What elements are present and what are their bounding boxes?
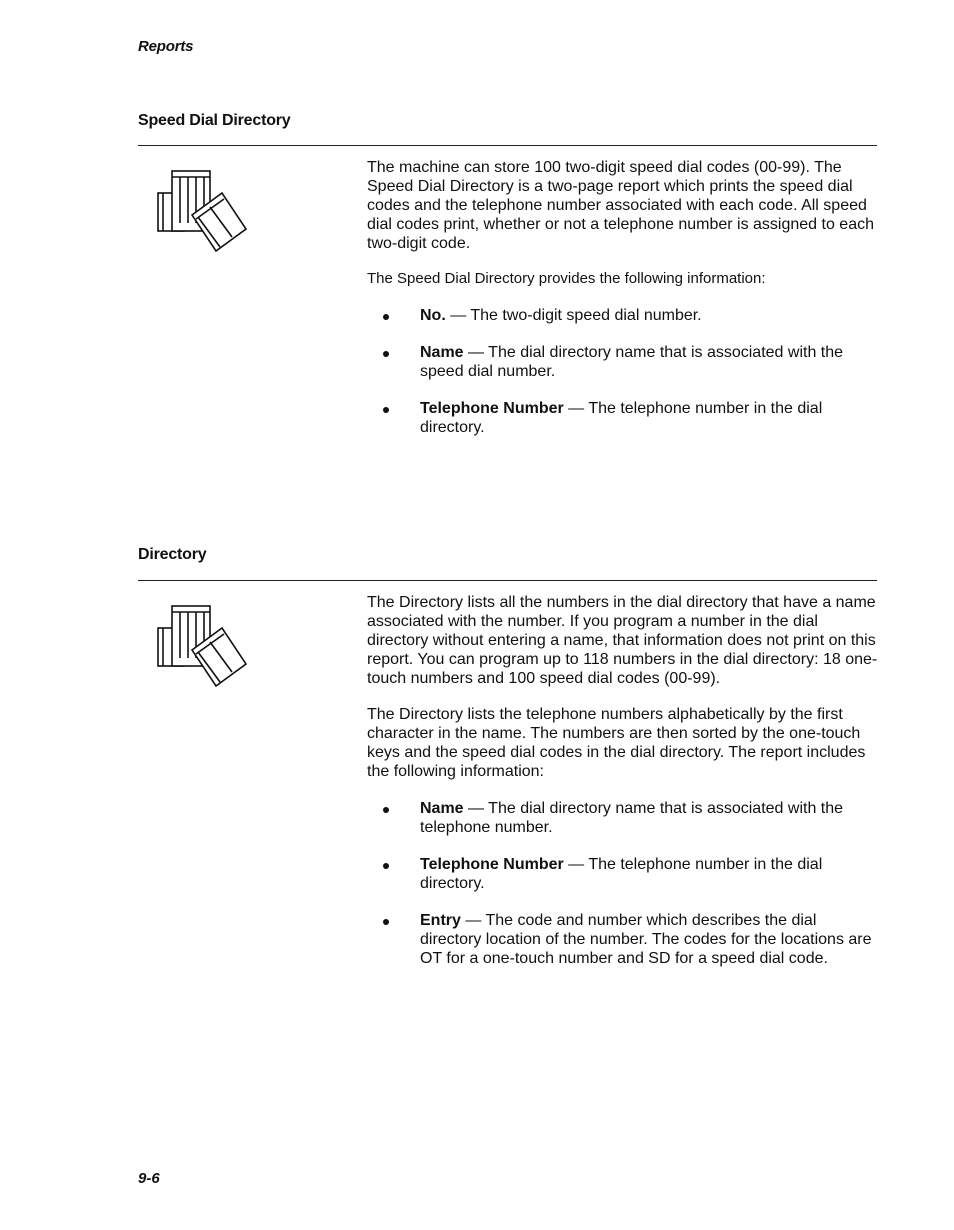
bullet-icon [383, 407, 389, 413]
section-body [367, 593, 882, 968]
section-title-directory: Directory [138, 546, 207, 563]
bullet-icon [383, 351, 389, 357]
list-item [367, 799, 882, 837]
page-number: 9-6 [138, 1170, 160, 1187]
item-text: — The telephone number in the dial directory. [420, 400, 823, 436]
lead-paragraph: The Directory lists the telephone numbers alphabetically by the first character in the name. The numbers are then sorted by the one-touch keys and the speed dial codes in the dial directory. The report includes the following information: [367, 706, 866, 780]
intro-paragraph: The Directory lists all the numbers in the dial directory that have a name associated with the number. If you program a number in the dial directory without entering a name, that information does not print on this report. You can program up to 118 numbers in the dial directory: 18 one-touch numbers and 100 speed dial codes (00-99). [367, 594, 878, 687]
item-text: — The telephone number in the dial directory. [420, 856, 823, 892]
intro-paragraph: The machine can store 100 two-digit speed dial codes (00-99). The Speed Dial Directory is a two-page report which prints the speed dial codes and the telephone number associated with each code. All speed dial codes print, whether or not a telephone number is assigned to each two-digit code. [367, 159, 874, 252]
section-title-speed-dial-directory: Speed Dial Directory [138, 112, 291, 129]
bullet-icon [383, 863, 389, 869]
lead-paragraph: The Speed Dial Directory provides the following information: [367, 270, 766, 287]
report-pages-icon [150, 600, 250, 690]
list-item [367, 399, 882, 437]
item-term: Telephone Number [420, 856, 564, 873]
list-item [367, 855, 882, 893]
item-text: — The two-digit speed dial number. [445, 307, 702, 324]
info-list [367, 799, 882, 968]
item-term: Name [420, 344, 464, 361]
section-rule [138, 145, 877, 146]
bullet-icon [383, 919, 389, 925]
running-head: Reports [138, 38, 194, 55]
list-item [367, 343, 882, 381]
list-item [367, 306, 882, 325]
item-text: — The dial directory name that is associated with the telephone number. [420, 800, 844, 836]
item-term: No. [420, 307, 446, 324]
info-list [367, 306, 882, 437]
item-term: Telephone Number [420, 400, 564, 417]
item-text: — The code and number which describes the dial directory location of the number. The codes for the locations are OT for a one-touch number and SD for a speed dial code. [420, 912, 872, 967]
item-term: Entry [420, 912, 461, 929]
section-body [367, 158, 882, 437]
bullet-icon [383, 314, 389, 320]
report-pages-icon [150, 165, 250, 255]
section-rule [138, 580, 877, 581]
list-item [367, 911, 882, 968]
item-term: Name [420, 800, 464, 817]
bullet-icon [383, 807, 389, 813]
item-text: — The dial directory name that is associated with the speed dial number. [420, 344, 844, 380]
